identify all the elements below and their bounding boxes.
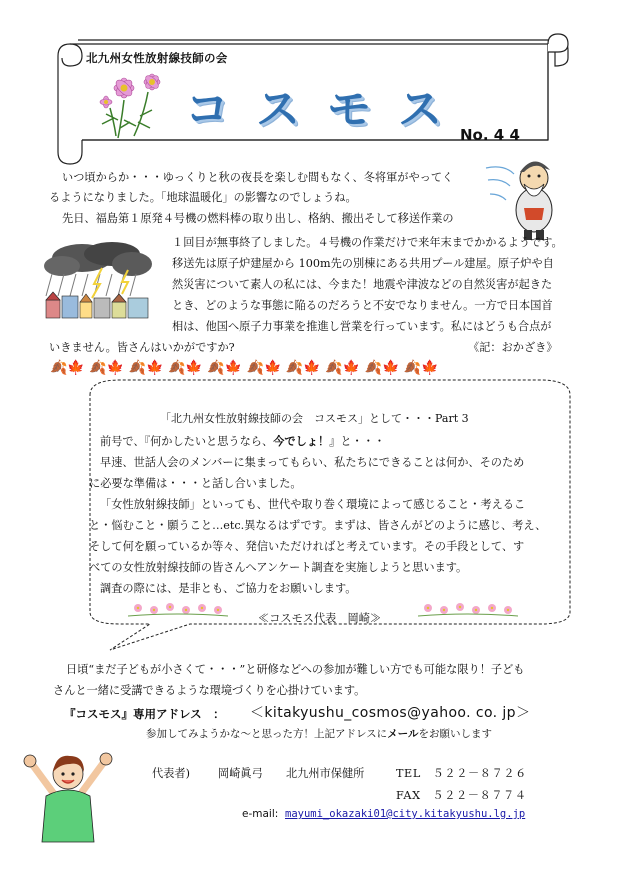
bubble-line-6: そして何を願っているか等々、発信いただければと考えています。その手段として、す [89, 540, 525, 553]
closing-line-2: さんと一緒に受講できるような環境づくりを心掛けています。 [53, 684, 366, 697]
invite-bold: メール [387, 728, 419, 740]
closing-line-1: 日頃“まだ子どもが小さくて・・・”と研修などへの参加が難しい方でも可能な限り！子ども [66, 663, 525, 676]
intro-line-4: １回目が無事終了しました。４号機の作業だけで来年末までかかるようです。 [172, 236, 563, 249]
title-char-mo: モ [327, 84, 371, 135]
email-link[interactable]: mayumi_okazaki01@city.kitakyushu.lg.jp [285, 808, 526, 820]
intro-signature: 《記：おかざき》 [468, 341, 558, 354]
intro-line-9: いきません。皆さんはいかがですか? [49, 341, 235, 354]
title-char-su-1: ス [256, 84, 300, 135]
bubble-line-1-pre: 前号で、『何かしたいと思うなら、 [100, 435, 274, 448]
title-char-su-2: ス [398, 84, 442, 135]
intro-line-6: 然災害について素人の私には、今また！地震や津波などの自然災害が起きた [172, 278, 553, 291]
intro-line-5: 移送先は原子炉建屋から 100m先の別棟にある共用プール建屋。原子炉や自 [172, 257, 554, 270]
invite-line [146, 726, 492, 741]
intro-line-7: とき、どのような事態に陥るのだろうと不安でなりません。一方で日本国首 [172, 299, 553, 312]
rep-name: 岡崎眞弓 [218, 767, 263, 780]
office-name: 北九州市保健所 [286, 767, 365, 780]
title-char-ko: コ [185, 84, 229, 135]
email-label: e-mail: [242, 808, 279, 820]
bubble-line-3: に必要な準備は・・・と話し合いました。 [89, 477, 302, 490]
bubble-line-2: 早速、世話人会のメンバーに集まってもらい、私たちにできることは何か、そのため [100, 456, 525, 469]
rep-label: 代表者) [152, 767, 190, 780]
tel-number: TEL ５２２－８７２６ [396, 767, 527, 780]
bubble-line-7: べての女性放射線技師の皆さんへアンケート調査を実施しようと思います。 [89, 561, 468, 574]
cheering-person-icon [20, 744, 116, 844]
bubble-signature: ≪コスモス代表 岡崎≫ [258, 612, 382, 625]
bubble-line-1-post: 』と・・・ [329, 435, 386, 448]
invite-post: をお願いします [418, 728, 492, 740]
bubble-title: 「北九州女性放射線技師の会 コスモス」として・・・Part 3 [160, 412, 469, 425]
bubble-line-8: 調査の際には、是非とも、ご協力をお願いします。 [100, 582, 357, 595]
bubble-line-5: と・悩むこと・願うこと…etc.異なるはずです。まずは、皆さんがどのように感じ、考え、 [89, 519, 547, 532]
issue-number: No. 4 4 [460, 126, 520, 144]
small-cosmos-row-right-icon [418, 600, 518, 618]
intro-line-2: るようになりました。「地球温暖化」の影響なのでしょうね。 [49, 191, 357, 204]
intro-line-3: 先日、福島第１原発４号機の燃料棒の取り出し、格納、搬出そして移送作業の [62, 212, 454, 225]
fax-number: FAX ５２２－８７７４ [396, 789, 527, 802]
bubble-line-1-bold: 今でしょ！ [273, 435, 330, 448]
invite-pre: 参加してみようかな～と思った方！上記アドレスに [146, 728, 388, 740]
small-cosmos-row-left-icon [128, 600, 228, 618]
fall-leaves-row: 🍂🍁 🍂🍁 🍂🍁 🍂🍁 🍂🍁 🍂🍁 🍂🍁 🍂🍁 🍂🍁 🍂🍁 [50, 360, 439, 376]
address-label: 『コスモス』専用アドレス ： [64, 707, 225, 721]
bubble-line-1 [100, 431, 560, 453]
address-value[interactable]: ＜kitakyushu_cosmos@yahoo. co. jp＞ [250, 705, 531, 721]
org-name: 北九州女性放射線技師の会 [86, 51, 228, 65]
bubble-line-4: 「女性放射線技師」といっても、世代や取り巻く環境によって感じること・考えるこ [100, 498, 526, 511]
intro-line-1: いつ頃からか・・・ゆっくりと秋の夜長を楽しむ間もなく、冬将軍がやってく [62, 171, 454, 184]
intro-line-8: 相は、他国へ原子力事業を推進し営業を行っています。私にはどうも合点が [172, 320, 552, 333]
